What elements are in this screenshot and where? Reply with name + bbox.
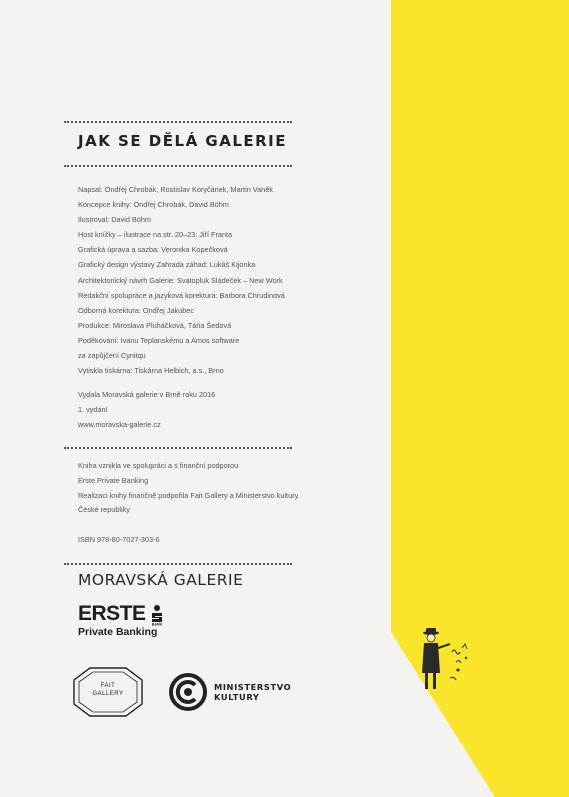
support-line: Kniha vznikla ve spolupráci a s finanční podporou [78, 461, 239, 470]
ministerstvo-kultury-text [214, 682, 291, 702]
man-with-hat-illustration [410, 628, 480, 698]
kultury-label: KULTURY [214, 692, 260, 702]
edition-line: 1. vydání [78, 404, 108, 414]
dotted-divider-bottom [64, 563, 292, 565]
publisher-info [78, 388, 215, 432]
erste-s-icon [150, 604, 164, 626]
support-info [78, 459, 298, 518]
credit-line: Ilustroval: David Böhm [78, 215, 151, 225]
gallery-label: GALLERY [92, 691, 124, 697]
credits-list [78, 182, 285, 378]
isbn-text: ISBN 978-80-7027-303-6 [78, 535, 160, 544]
fait-gallery-logo [72, 666, 144, 718]
credit-line: Architektonický návrh Galerie: Svatopluk Sládeček – New Work [78, 275, 283, 285]
credit-line: Poděkování: Ivanu Teplanskému a Amos software [78, 335, 240, 345]
credit-line: Produkce: Miroslava Pluháčková, Táňa Šedová [78, 320, 232, 330]
moravska-galerie-logo: MORAVSKÁ GALERIE [78, 571, 244, 589]
erste-private-banking-logo [78, 602, 188, 646]
credit-line: za zapůjčení Cynitqu [78, 351, 146, 361]
credit-line: Koncepce knihy: Ondřej Chrobák, David Böhm [78, 200, 229, 210]
dotted-divider-middle [64, 447, 292, 449]
support-line: Erste Private Banking [78, 475, 149, 485]
credit-line: Grafická úprava a sazba: Veronika Kopečková [78, 245, 228, 255]
fait-label: FAIT [100, 683, 116, 689]
credit-line: Napsal: Ondřej Chrobák, Rostislav Koryčánek, Martin Vaněk [78, 185, 273, 194]
website-link[interactable]: www.moravska-galerie.cz [78, 419, 161, 429]
publisher-line: Vydala Moravská galerie v Brně roku 2016 [78, 390, 216, 399]
ministerstvo-label: MINISTERSTVO [214, 682, 292, 692]
dotted-divider-top [64, 121, 292, 123]
support-line: Realizaci knihy finančně podpořila Fait Gallery a Ministerstvo kultury [78, 490, 299, 500]
credit-line: Redakční spolupráce a jazyková korektura: Barbora Chrudinová [78, 290, 285, 300]
credit-line: Odborná korektura: Ondřej Jakubec [78, 305, 195, 315]
credit-line: Vytiskla tiskárna: Tiskárna Helbich, a.s., Brno [78, 366, 224, 376]
fait-gallery-text [72, 682, 144, 698]
book-title: JAK SE DĚLÁ GALERIE [78, 132, 287, 150]
erste-bank-label: BANK [151, 622, 163, 626]
dotted-divider-under-title [64, 165, 292, 167]
credit-line: Host knížky – ilustrace na str. 20–23: Jiří Franta [78, 230, 233, 240]
ministerstvo-kultury-logo [168, 672, 298, 712]
ministry-c-emblem-icon [168, 672, 208, 712]
support-line: České republiky [78, 505, 130, 515]
credit-line: Grafický design výstavy Zahrada záhad: Lukáš Kijonka [78, 260, 256, 270]
erste-wordmark: ERSTE [78, 602, 146, 625]
erste-private-banking-label: Private Banking [78, 626, 158, 638]
